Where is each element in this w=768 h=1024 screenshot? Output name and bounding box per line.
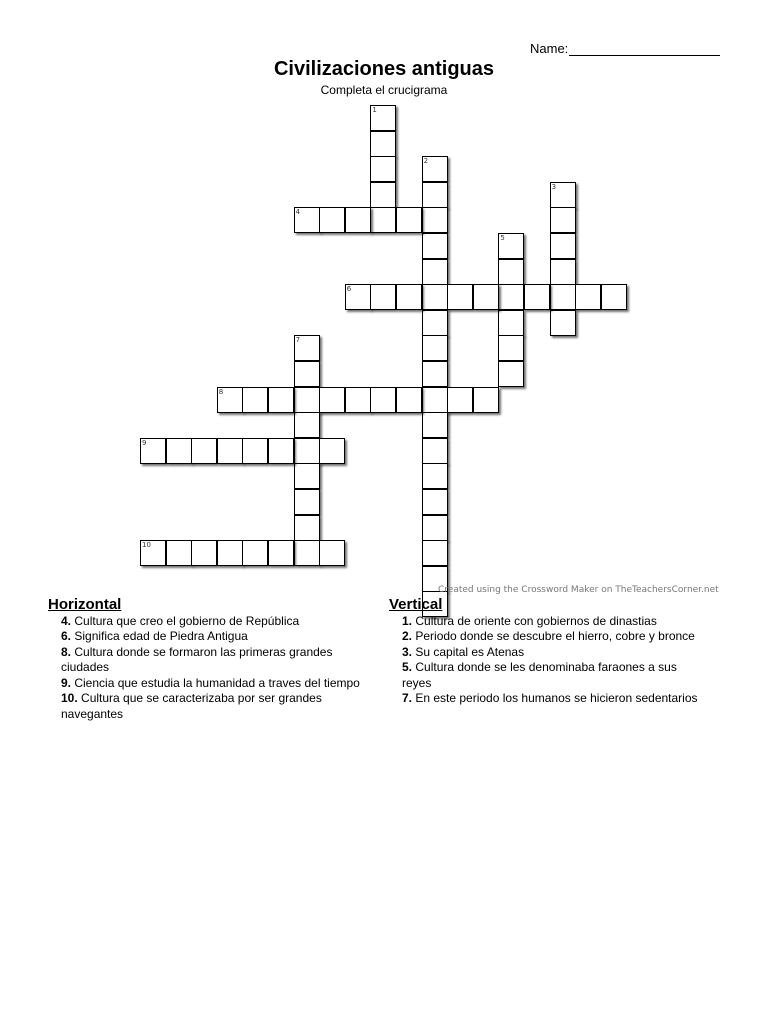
clue-number: 7. — [402, 691, 413, 705]
crossword-cell[interactable] — [166, 438, 192, 464]
crossword-cell[interactable] — [422, 182, 448, 208]
down-clues — [389, 597, 709, 707]
clue-item — [389, 660, 709, 691]
clue-item — [389, 691, 709, 707]
crossword-cell[interactable] — [422, 335, 448, 361]
crossword-cell[interactable] — [422, 387, 448, 413]
crossword-cell[interactable] — [370, 131, 396, 157]
crossword-cell[interactable] — [268, 387, 294, 413]
clue-text: En este periodo los humanos se hicieron sedentarios — [412, 691, 698, 705]
crossword-cell[interactable] — [422, 207, 448, 233]
crossword-cell[interactable] — [345, 387, 371, 413]
crossword-cell[interactable] — [319, 387, 345, 413]
clue-text: Cultura donde se les denominaba faraones a sus reyes — [402, 660, 677, 690]
crossword-cell[interactable] — [294, 515, 320, 541]
crossword-cell[interactable] — [524, 284, 550, 310]
crossword-cell[interactable] — [370, 284, 396, 310]
crossword-cell[interactable] — [498, 335, 524, 361]
crossword-cell[interactable] — [396, 207, 422, 233]
clue-number: 5. — [402, 660, 413, 674]
crossword-cell[interactable] — [422, 412, 448, 438]
crossword-cell[interactable] — [396, 284, 422, 310]
clue-number-label: 5 — [500, 234, 505, 242]
crossword-cell[interactable] — [370, 182, 396, 208]
crossword-cell[interactable] — [217, 387, 243, 413]
crossword-cell[interactable] — [370, 387, 396, 413]
crossword-cell[interactable] — [396, 387, 422, 413]
crossword-cell[interactable] — [294, 387, 320, 413]
crossword-cell[interactable] — [422, 515, 448, 541]
crossword-cell[interactable] — [345, 207, 371, 233]
crossword-cell[interactable] — [422, 361, 448, 387]
crossword-cell[interactable] — [294, 489, 320, 515]
crossword-cell[interactable] — [550, 284, 576, 310]
name-label: Name: — [530, 41, 569, 56]
crossword-cell[interactable] — [422, 438, 448, 464]
clue-text: Cultura que se caracterizaba por ser grandes navegantes — [61, 691, 322, 721]
clue-item — [48, 676, 368, 692]
clue-text: Su capital es Atenas — [412, 644, 525, 659]
clue-number-label: 9 — [142, 438, 147, 447]
clue-item — [48, 691, 368, 722]
crossword-cell[interactable] — [319, 207, 345, 233]
crossword-cell[interactable] — [498, 233, 524, 259]
clue-number: 10. — [61, 691, 78, 705]
clue-number-label: 6 — [346, 285, 352, 294]
crossword-cell[interactable] — [268, 438, 294, 464]
down-heading: Vertical — [389, 596, 443, 613]
crossword-cell[interactable] — [601, 284, 627, 310]
clue-text: Cultura de oriente con gobiernos de dinastias — [412, 613, 657, 628]
crossword-cell[interactable] — [242, 438, 268, 464]
crossword-cell[interactable] — [217, 540, 243, 566]
crossword-cell[interactable] — [498, 284, 524, 310]
crossword-cell[interactable] — [319, 540, 345, 566]
credit-text: Created using the Crossword Maker on TheTeachersCorner.net — [438, 585, 719, 595]
crossword-cell[interactable] — [191, 540, 217, 566]
clue-number-label: 10 — [142, 541, 151, 550]
crossword-cell[interactable] — [294, 412, 320, 438]
crossword-cell[interactable] — [422, 489, 448, 515]
crossword-cell[interactable] — [294, 540, 320, 566]
clue-text: Cultura donde se formaron las primeras grandes ciudades — [61, 644, 333, 674]
crossword-cell[interactable] — [294, 438, 320, 464]
crossword-cell[interactable] — [294, 463, 320, 489]
crossword-cell[interactable] — [498, 310, 524, 336]
across-heading: Horizontal — [48, 596, 122, 613]
crossword-cell[interactable] — [294, 335, 320, 361]
crossword-cell[interactable] — [294, 361, 320, 387]
page-subtitle: Completa el crucigrama — [320, 83, 448, 97]
clue-item — [389, 645, 709, 661]
crossword-cell[interactable] — [498, 361, 524, 387]
crossword-cell[interactable] — [550, 233, 576, 259]
crossword-cell[interactable] — [422, 259, 448, 285]
clue-item — [389, 614, 709, 630]
clue-number-label: 2 — [423, 157, 429, 166]
crossword-cell[interactable] — [370, 156, 396, 182]
crossword-cell[interactable] — [550, 310, 576, 336]
clue-number: 1. — [402, 613, 413, 628]
crossword-cell[interactable] — [370, 105, 396, 131]
crossword-cell[interactable] — [473, 387, 499, 413]
clue-number-label: 8 — [218, 387, 224, 396]
clue-number: 3. — [402, 644, 413, 659]
clue-number-label: 1 — [372, 106, 377, 114]
crossword-cell[interactable] — [422, 284, 448, 310]
crossword-cell[interactable] — [242, 387, 268, 413]
crossword-cell[interactable] — [268, 540, 294, 566]
crossword-cell[interactable] — [422, 233, 448, 259]
crossword-cell[interactable] — [550, 259, 576, 285]
clue-number: 2. — [402, 629, 413, 643]
clue-item — [389, 629, 709, 645]
crossword-cell[interactable] — [473, 284, 499, 310]
clue-number: 8. — [61, 644, 72, 659]
clue-number-label: 7 — [295, 336, 301, 345]
crossword-cell[interactable] — [319, 438, 345, 464]
across-clues — [48, 597, 368, 722]
clue-number-label: 3 — [551, 182, 557, 191]
crossword-cell[interactable] — [370, 207, 396, 233]
clue-number: 6. — [61, 629, 72, 643]
clue-text: Ciencia que estudia la humanidad a traves del tiempo — [71, 675, 360, 690]
page-title: Civilizaciones antiguas — [273, 58, 495, 80]
crossword-cell[interactable] — [422, 540, 448, 566]
clue-number: 9. — [61, 675, 72, 690]
crossword-cell[interactable] — [575, 284, 601, 310]
clue-item — [48, 629, 368, 645]
crossword-cell[interactable] — [550, 182, 576, 208]
crossword-cell[interactable] — [140, 438, 166, 464]
crossword-cell[interactable] — [140, 540, 166, 566]
clue-number: 4. — [61, 613, 72, 628]
crossword-cell[interactable] — [166, 540, 192, 566]
crossword-cell[interactable] — [191, 438, 217, 464]
crossword-cell[interactable] — [422, 156, 448, 182]
clue-number-label: 4 — [295, 208, 301, 217]
crossword-cell[interactable] — [345, 284, 371, 310]
clue-text: Periodo donde se descubre el hierro, cobre y bronce — [412, 629, 695, 643]
crossword-cell[interactable] — [422, 310, 448, 336]
clue-item — [48, 614, 368, 630]
crossword-cell[interactable] — [242, 540, 268, 566]
crossword-cell[interactable] — [550, 207, 576, 233]
clue-text: Cultura que creo el gobierno de República — [71, 613, 300, 628]
crossword-cell[interactable] — [447, 284, 473, 310]
crossword-cell[interactable] — [217, 438, 243, 464]
crossword-cell[interactable] — [422, 463, 448, 489]
crossword-cell[interactable] — [498, 259, 524, 285]
crossword-cell[interactable] — [294, 207, 320, 233]
clue-text: Significa edad de Piedra Antigua — [71, 629, 248, 643]
crossword-cell[interactable] — [447, 387, 473, 413]
clue-item — [48, 645, 368, 676]
